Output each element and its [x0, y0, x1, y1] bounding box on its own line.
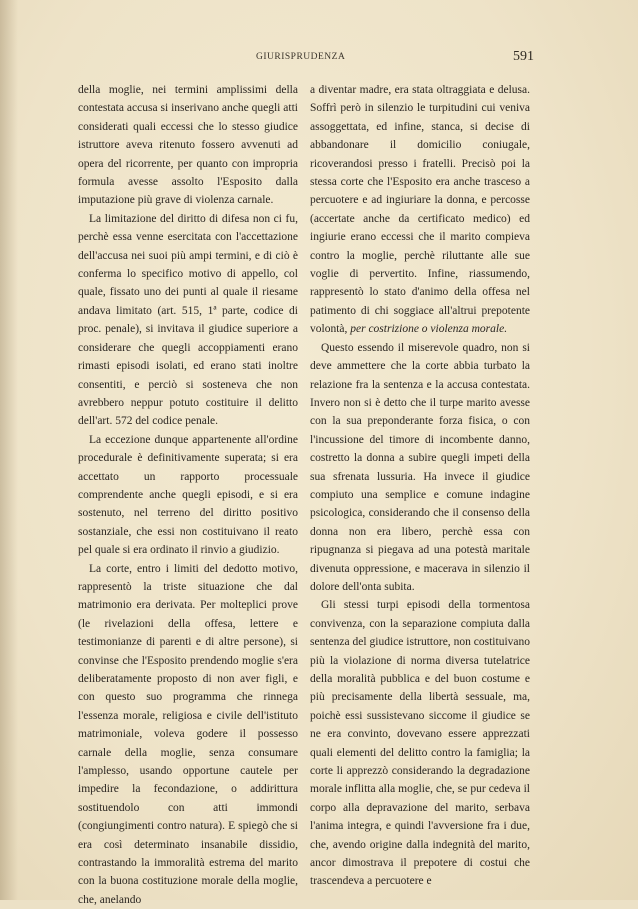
right-text-column	[310, 81, 530, 891]
spine-shadow	[0, 0, 18, 900]
paragraph: Gli stessi turpi episodi della tormentosa convivenza, con la separazione compiuta dalla sentenza del giudice istruttore, non costituivano più la violazione di norma diversa tutelatrice della moralità pubblica e del buon costume e più precisamente della libertà sessuale, ma, poichè essi sussistevano siccome il giudice se ne era convinto, dovevano essere apprezzati quali elementi del delitto contro la famiglia; la corte li apprezzò considerando la degradazione morale inflitta alla moglie, che, se pur cedeva il corpo alla depravazione del marito, serbava l'anima integra, e quindi l'avversione fra i due, che, avendo origine dalla indegnità del marito, ancor dimostrava il prepotere di costui che trascendeva a percuotere e	[310, 599, 530, 888]
left-text-column	[78, 81, 298, 909]
paragraph	[310, 81, 530, 339]
italic-phrase: per costrizione o violenza morale.	[350, 323, 508, 336]
page-number: 591	[513, 49, 534, 64]
paragraph: della moglie, nei termini amplissimi della contestata accusa si inserivano anche quegli atti considerati quali eccessi che lo stesso giudice istruttore aveva ritenuto fossero avvenuti ad opera del ricorrente, per quanto con impropria formula avesse assolto l'Esposito dalla imputazione più grave di violenza carnale.	[78, 84, 298, 207]
paragraph-text: a diventar madre, era stata oltraggiata e delusa. Soffrì però in silenzio le turpitudini cui veniva assoggettata, ed infine, stanca, si decise di abbandonare il domicilio coniugale, ricoverandosi presso i fratelli. Precisò poi la stessa corte che l'Esposito era anche trasceso a percuotere e ad ingiuriare la donna, e percosse (accertate anche da certificato medico) ed ingiurie erano eccessi che il marito compieva contro la moglie, perchè riluttante alle sue voglie di pervertito. Infine, riassumendo, rappresentò lo stato d'animo della offesa nel patimento di chi soggiace all'altrui prepotente volontà,	[310, 84, 530, 336]
paragraph: La limitazione del diritto di difesa non ci fu, perchè essa venne esercitata con l'accettazione dell'accusa nei suoi più ampi termini, e di ciò è conferma lo specifico motivo di appello, col quale, fissato uno dei punti al quale il riesame andava limitato (art. 515, 1ª parte, codice di proc. penale), si invitava il giudice superiore a considerare che quegli accoppiamenti erano rimasti episodi isolati, ed erano stati inoltre consentiti, e perciò si sosteneva che non avrebbero neppur potuto costituire il delitto dell'art. 572 del codice penale.	[78, 212, 298, 428]
paragraph: La corte, entro i limiti del dedotto motivo, rappresentò la triste situazione che dal matrimonio era derivata. Per molteplici prove (le rivelazioni della offesa, lettere e testimonianze di parenti e di altre persone), si convinse che l'Esposito prendendo moglie s'era deliberatamente proposto di non aver figli, e con questo suo programma che rinnega l'essenza morale, religiosa e civile dell'istituto matrimoniale, voleva godere il possesso carnale della moglie, senza consumare l'amplesso, usando opportune cautele per impedire la fecondazione, o addirittura sostituendolo con atti immondi (congiungimenti contro natura). E spiegò che si era così determinato insanabile dissidio, contrastando la immoralità estrema del marito con la buona costituzione morale della moglie, che, anelando	[78, 562, 298, 906]
paragraph: Questo essendo il miserevole quadro, non si deve ammettere che la corte abbia turbato la relazione fra la sentenza e la accusa contestata. Invero non si è detto che il turpe marito avesse con la sua preponderante forza fisica, o con l'incussione del timore di incombente danno, costretto la donna a subire quegli impeti della sua sfrenata lussuria. Ha invece il giudice compiuto una semplice e comune indagine psicologica, considerando che il consenso della donna non era libero, perchè essa con ripugnanza si piegava ad una potestà maritale divenuta oppressione, e macerava in silenzio il dolore dell'onta subita.	[310, 341, 530, 593]
running-header-title: GIURISPRUDENZA	[256, 52, 346, 62]
paragraph: La eccezione dunque appartenente all'ordine procedurale è definitivamente superata; si era accettato un rapporto processuale comprendente anche quegli episodi, e si era sostenuto, nel terreno del diritto positivo sostanziale, che essi non costituivano il reato pel quale si era ordinato il rinvio a giudizio.	[78, 433, 298, 557]
